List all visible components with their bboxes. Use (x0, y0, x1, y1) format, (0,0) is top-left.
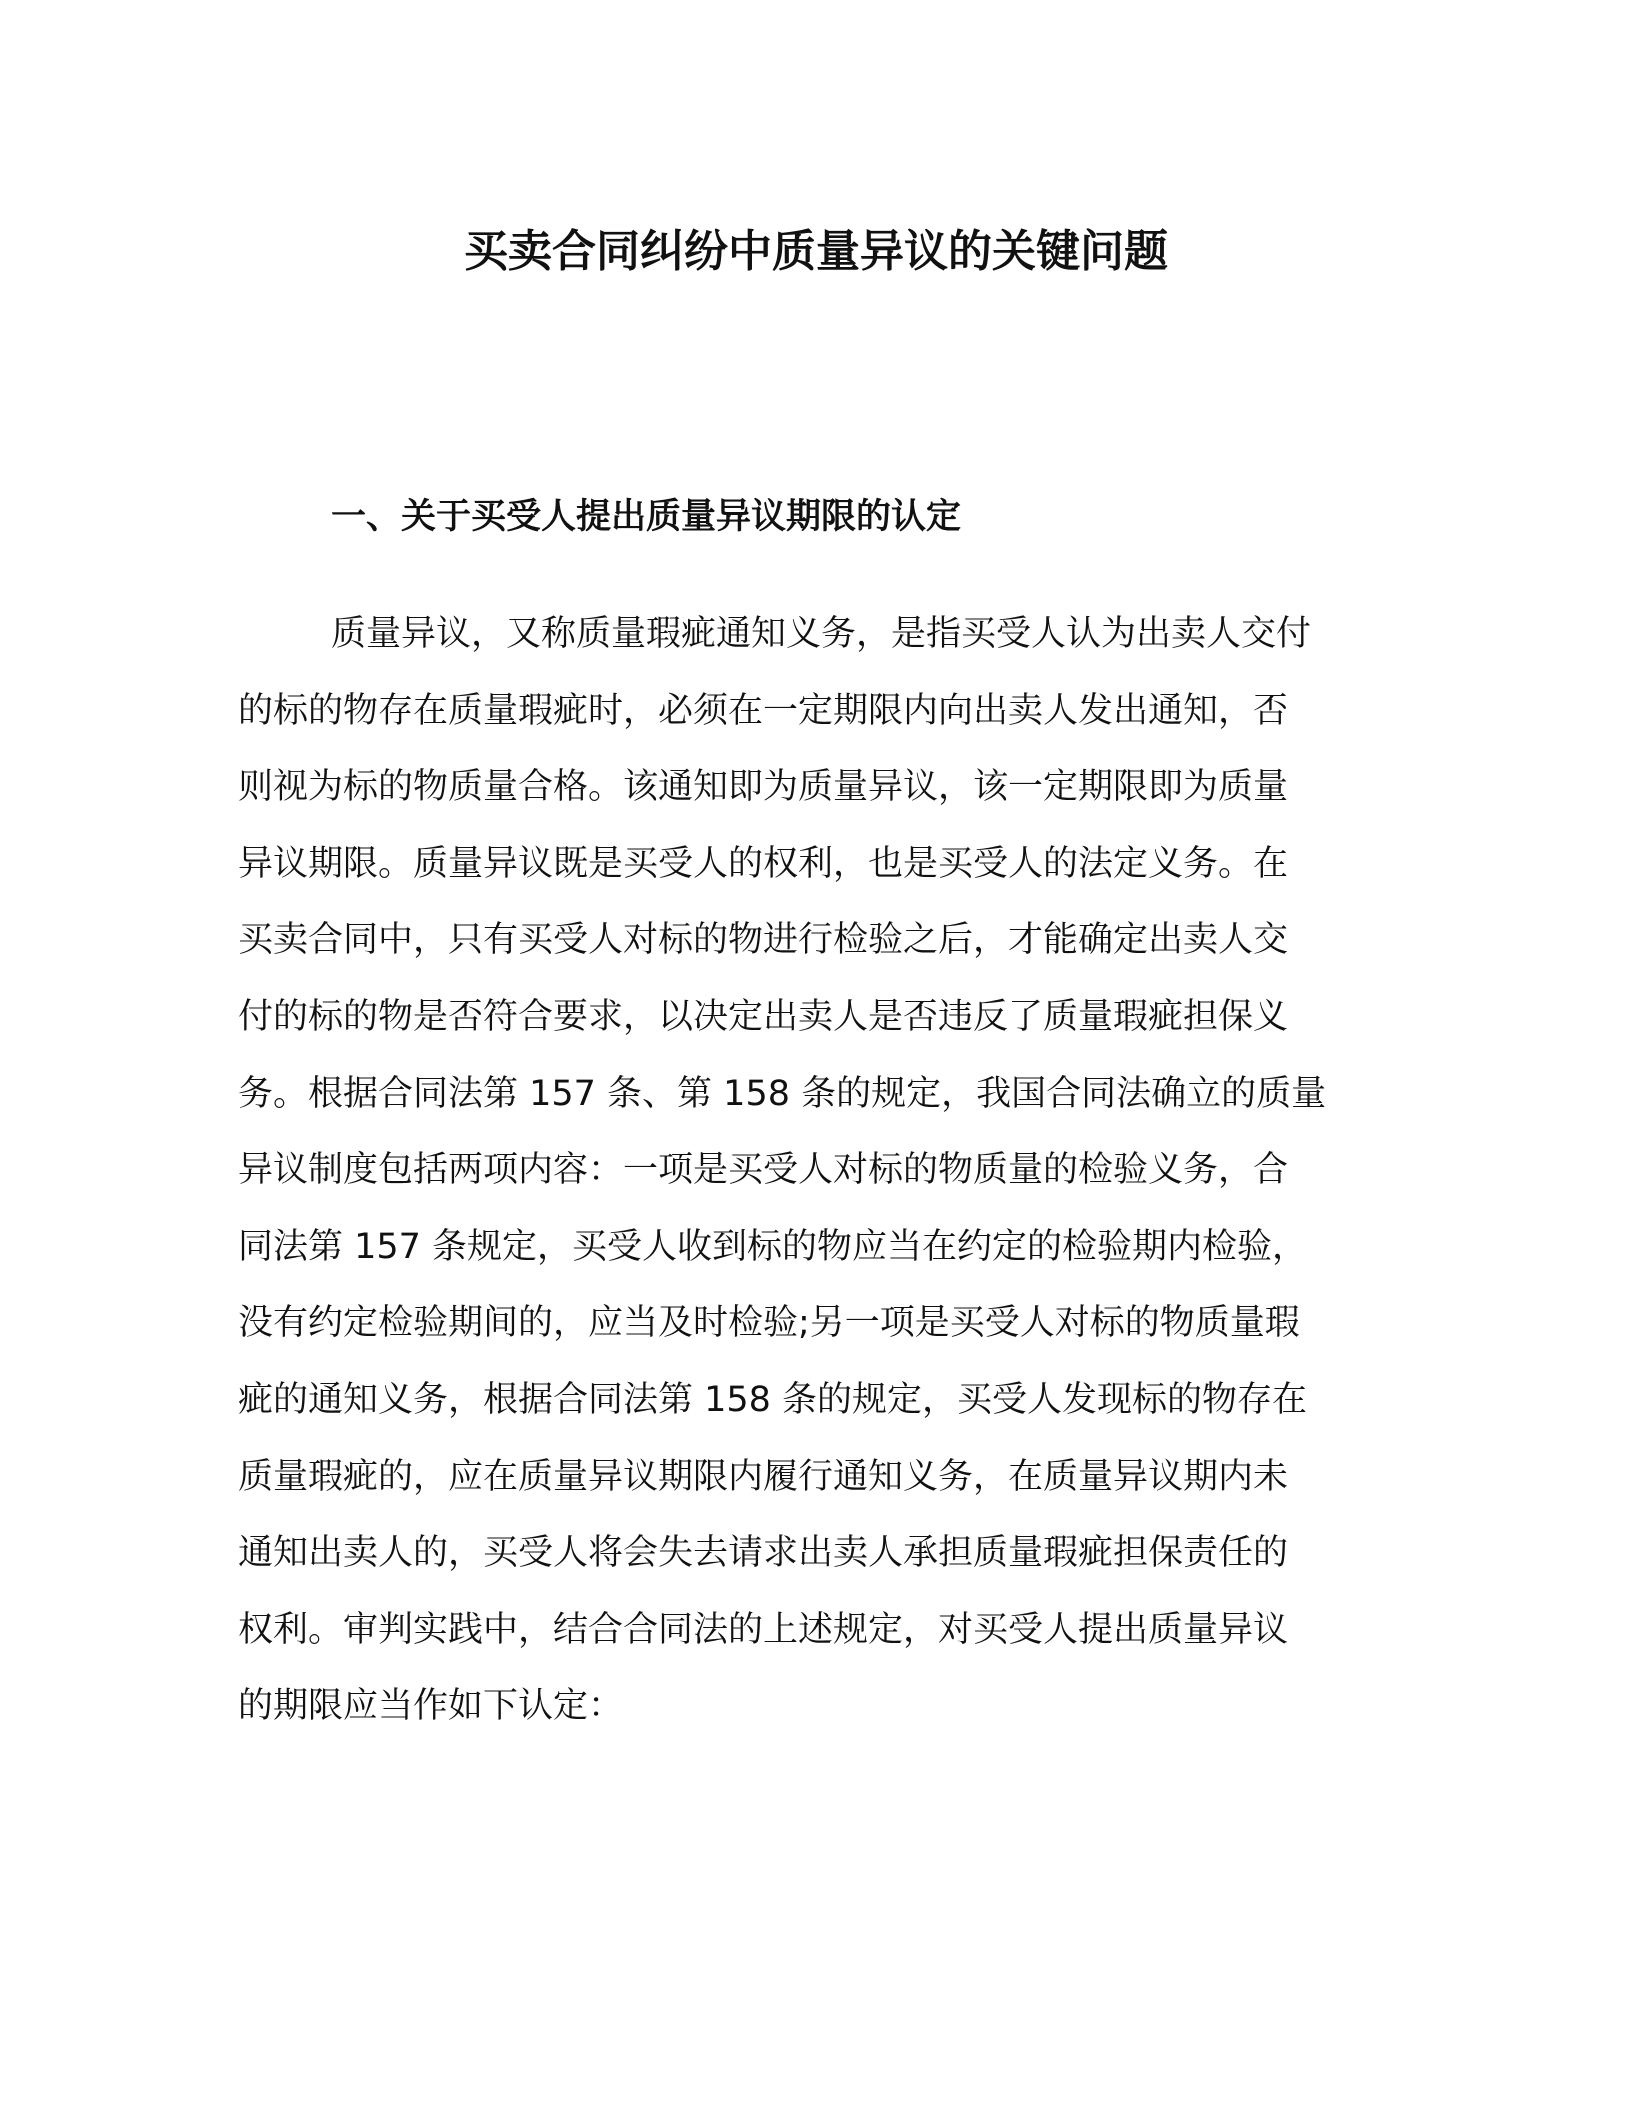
paragraph-line: 的标的物存在质量瑕疵时，必须在一定期限内向出卖人发出通知，否 (238, 690, 1289, 731)
paragraph-line: 的期限应当作如下认定： (238, 1686, 624, 1727)
paragraph-line: 权利。审判实践中，结合合同法的上述规定，对买受人提出质量异议 (238, 1609, 1289, 1650)
paragraph-line: 质量异议，又称质量瑕疵通知义务，是指买受人认为出卖人交付 (331, 614, 1312, 654)
paragraph-line: 付的标的物是否符合要求，以决定出卖人是否违反了质量瑕疵担保义 (238, 996, 1289, 1037)
paragraph-line: 异议制度包括两项内容：一项是买受人对标的物质量的检验义务，合 (238, 1150, 1289, 1191)
document-title: 买卖合同纠纷中质量异议的关键问题 (464, 226, 1168, 277)
paragraph-line: 没有约定检验期间的，应当及时检验;另一项是买受人对标的物质量瑕 (238, 1303, 1300, 1344)
paragraph-line: 买卖合同中，只有买受人对标的物进行检验之后，才能确定出卖人交 (238, 920, 1289, 961)
paragraph-line: 疵的通知义务，根据合同法第 158 条的规定，买受人发现标的物存在 (238, 1379, 1308, 1420)
paragraph-line: 通知出卖人的，买受人将会失去请求出卖人承担质量瑕疵担保责任的 (238, 1533, 1289, 1574)
paragraph-line: 则视为标的物质量合格。该通知即为质量异议，该一定期限即为质量 (238, 767, 1289, 808)
paragraph-line: 异议期限。质量异议既是买受人的权利，也是买受人的法定义务。在 (238, 843, 1289, 884)
body-paragraph (238, 596, 1378, 1745)
paragraph-line: 质量瑕疵的，应在质量异议期限内履行通知义务，在质量异议期内未 (238, 1456, 1289, 1497)
paragraph-line: 务。根据合同法第 157 条、第 158 条的规定，我国合同法确立的质量 (238, 1073, 1327, 1114)
section-heading: 一、关于买受人提出质量异议期限的认定 (331, 497, 962, 537)
paragraph-line: 同法第 157 条规定，买受人收到标的物应当在约定的检验期内检验， (238, 1226, 1308, 1267)
